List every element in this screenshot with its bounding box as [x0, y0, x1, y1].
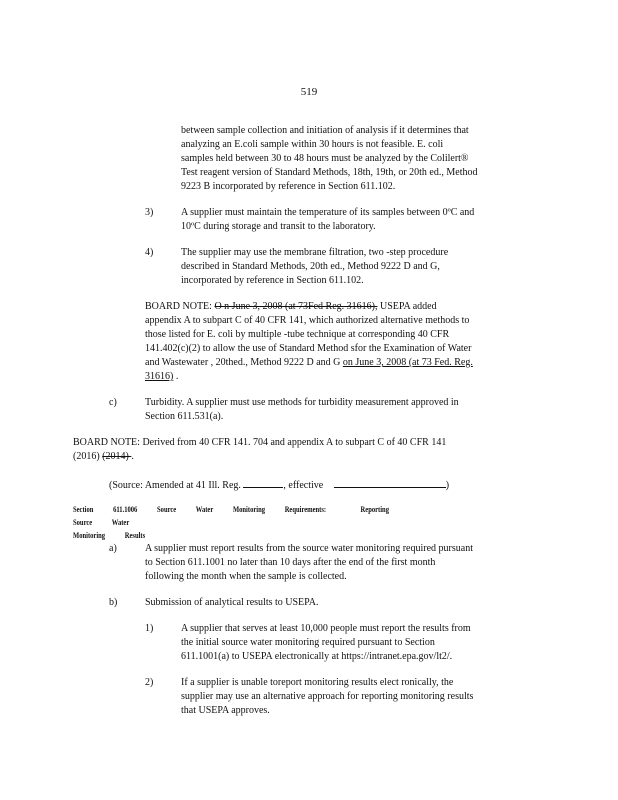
text-line: the initial source water monitoring required pursuant to Section — [181, 637, 435, 648]
text-line: The supplier may use the membrane filtration, two -step procedure — [181, 247, 449, 258]
text-line: those listed for E. coli by multiple -tube technique at corresponding 40 CFR — [145, 329, 450, 340]
heading-word: Reporting — [360, 505, 389, 514]
sub-item-1-text — [181, 622, 523, 664]
heading-word: Requirements: — [284, 505, 327, 514]
item-number: 3) — [145, 207, 154, 218]
heading-word: Section — [73, 505, 94, 514]
item-number: 4) — [145, 247, 154, 258]
text-line: A supplier that serves at least 10,000 people must report the results from — [181, 623, 471, 634]
text-line: 10ºC during storage and transit to the laboratory. — [181, 221, 376, 232]
item-number: 1) — [145, 623, 154, 634]
text-line — [145, 300, 535, 314]
text-line — [73, 450, 521, 464]
text-run: USEPA added — [377, 301, 437, 312]
section-heading — [73, 503, 426, 542]
heading-word: Source — [157, 505, 177, 514]
item-a-text — [145, 542, 533, 584]
text-line: analyzing an E.coli sample within 30 hours is not feasible. E. coli — [181, 139, 444, 150]
text-line: 141.402(c)(2) to allow the use of Standard Method sfor the Examination of Water — [145, 343, 472, 354]
text-line: Turbidity. A supplier must use methods for turbidity measurement approved in — [145, 397, 459, 408]
continued-paragraph — [181, 124, 527, 194]
text-run: (2016) — [73, 451, 103, 462]
text-line — [145, 370, 535, 384]
struck-text: (2014) — [102, 451, 132, 462]
source-text: ) — [445, 480, 450, 491]
text-run: and Wastewater , 20thed., Method 9222 D and G — [145, 357, 343, 368]
heading-word: Source — [73, 518, 93, 527]
text-line: A supplier must report results from the source water monitoring required pursuant — [145, 543, 473, 554]
text-line: following the month when the sample is collected. — [145, 571, 347, 582]
text-line: If a supplier is unable toreport monitoring results elect ronically, the — [181, 677, 454, 688]
item-3-text — [181, 206, 533, 234]
text-line: 9223 B incorporated by reference in Section 611.102. — [181, 181, 396, 192]
text-line: described in Standard Methods, 20th ed., Method 9222 D and G, — [181, 261, 440, 272]
text-line: that USEPA approves. — [181, 705, 270, 716]
heading-word: Water — [111, 518, 130, 527]
item-4-text — [181, 246, 493, 288]
text-line: BOARD NOTE: Derived from 40 CFR 141. 704 and appendix A to subpart C of 40 CFR 141 — [73, 437, 447, 448]
heading-word: Results — [124, 531, 146, 540]
text-line: samples held between 30 to 48 hours must be analyzed by the Colilert® — [181, 153, 469, 164]
text-line: appendix A to subpart C of 40 CFR 141, which authorized alternative methods to — [145, 315, 470, 326]
heading-line — [73, 503, 426, 529]
source-text: (Source: Amended at 41 Ill. Reg. — [109, 480, 241, 491]
struck-text: O n June 3, 2008 (at 73Fed Reg. 31616), — [214, 301, 378, 312]
heading-line — [73, 529, 426, 542]
text-line: Section 611.531(a). — [145, 411, 224, 422]
item-c-text — [145, 396, 529, 424]
text-run: . — [173, 371, 179, 382]
board-note-2 — [73, 436, 521, 464]
item-number: a) — [109, 543, 117, 554]
heading-word: Monitoring — [232, 505, 266, 514]
text-line: Test reagent version of Standard Methods, 18th, 19th, or 20th ed., Method — [181, 167, 478, 178]
note-label: BOARD NOTE: — [145, 301, 215, 312]
source-text: , effective — [283, 480, 324, 491]
underlined-text: 31616) — [145, 371, 174, 382]
heading-word: Water — [195, 505, 214, 514]
text-line: A supplier must maintain the temperature of its samples between 0ºC and — [181, 207, 475, 218]
text-line: 611.1001(a) to USEPA electronically at https://intranet.epa.gov/lt2/. — [181, 651, 453, 662]
register-blank — [243, 476, 283, 488]
sub-item-2-text — [181, 676, 531, 718]
item-b-text: Submission of analytical results to USEPA. — [145, 597, 319, 608]
source-note — [109, 476, 449, 493]
underlined-text: on June 3, 2008 (at 73 Fed. Reg. — [342, 357, 473, 368]
text-line: supplier may use an alternative approach for reporting monitoring results — [181, 691, 474, 702]
board-note-1 — [145, 300, 535, 384]
page-number: 519 — [300, 86, 318, 98]
item-number: 2) — [145, 677, 154, 688]
text-line: incorporated by reference in Section 611.102. — [181, 275, 364, 286]
item-number: c) — [109, 397, 117, 408]
heading-word: Monitoring — [73, 531, 106, 540]
item-number: b) — [109, 597, 118, 608]
text-run: . — [131, 451, 134, 462]
text-line: between sample collection and initiation of analysis if it determines that — [181, 125, 469, 136]
text-line: to Section 611.1001 no later than 10 days after the end of the first month — [145, 557, 436, 568]
heading-word: 611.1006 — [113, 505, 138, 514]
text-line — [145, 356, 535, 370]
effective-date-blank — [334, 476, 446, 488]
